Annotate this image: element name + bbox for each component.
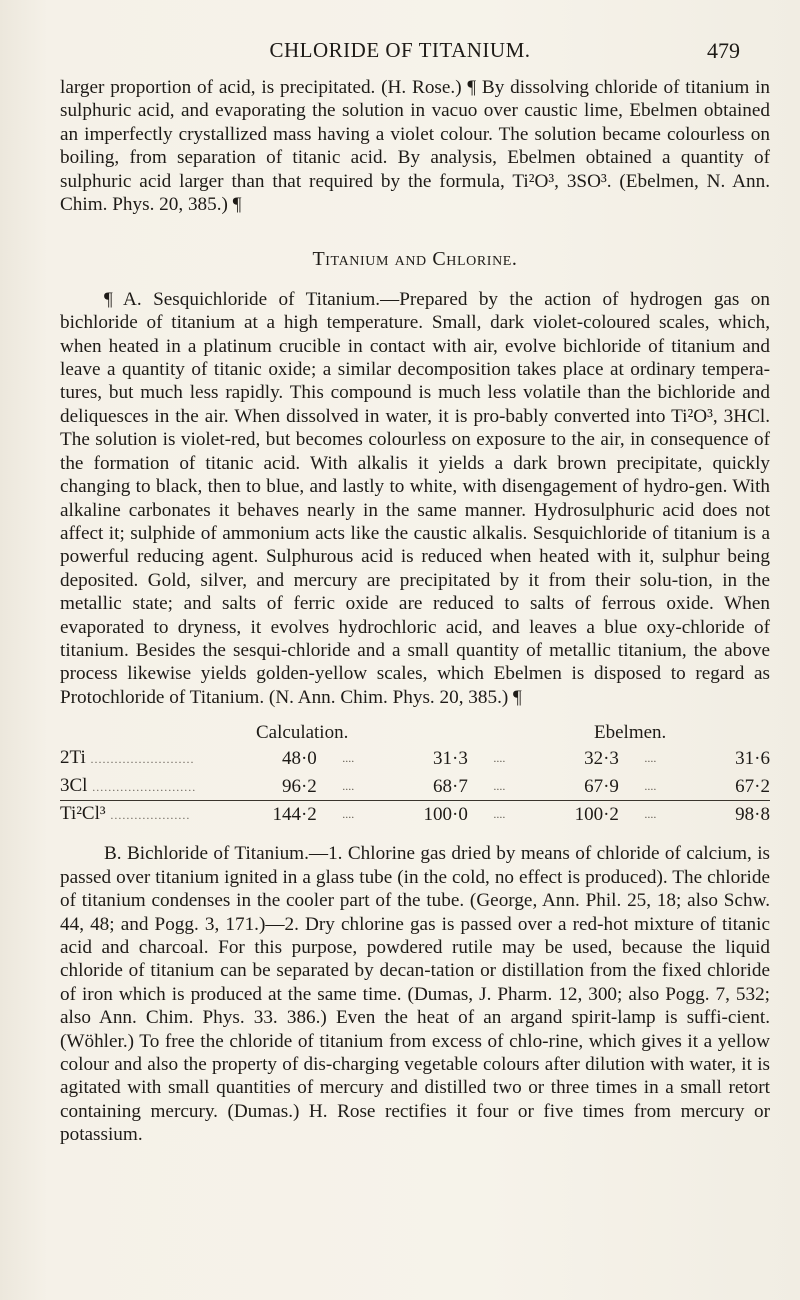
value-cell: 144·2	[236, 800, 317, 828]
leader-dots: ..........................	[90, 752, 195, 767]
percent-cell: 31·3	[433, 748, 468, 770]
table-row	[60, 773, 770, 801]
table-row-total	[60, 800, 770, 828]
table-row	[60, 745, 770, 772]
ebelmen-value-2: 31·6	[735, 748, 770, 770]
percent-cell: 68·7	[433, 775, 468, 797]
page-header	[0, 38, 800, 66]
separator-dots: ....	[493, 751, 506, 766]
separator-dots: ....	[644, 778, 657, 793]
paragraph-continuation: larger proportion of acid, is precipitated. (H. Rose.) ¶ By dissolving chloride of titanium in sulphuric acid, and evaporating the solution in vacuo over caustic lime, Ebelmen obtained an imperfectly crystallized mass having a violet colour. The solution became colourless on boiling, from separation of titanic acid. By analysis, Ebelmen obtained a quantity of sulphuric acid larger than that required by the formula, Ti²O³, 3SO³. (Ebelmen, N. Ann. Chim. Phys. 20, 385.) ¶	[60, 77, 770, 216]
separator-dots: ....	[468, 800, 531, 828]
paragraph-bichloride: B. Bichloride of Titanium.—1. Chlorine gas dried by means of chloride of calcium, is passed over titanium ignited in a glass tube (in the cold, no effect is produced). The chloride of titanium condenses in the cooler part of the tube. (George, Ann. Phil. 25, 18; also Schw. 44, 48; and Pogg. 3, 171.)—2. Dry chlorine gas is passed over a red-hot mixture of titanic acid and charcoal. For this purpose, powdered rutile may be used, because the liquid chloride of titanium can be separated by decan-tation or distillation from the fixed chloride of iron which is produced at the same time. (Dumas, J. Pharm. 12, 300; also Pogg. 7, 532; also Ann. Chim. Phys. 33. 386.) Even the heat of an argand spirit-lamp is suffi-cient. (Wöhler.) To free the chloride of titanium from excess of chlo-rine, which gives it a yellow colour and also the property of dis-charging vegetable colours after dilution with water, it is agitated with small quantities of mercury and distilled two or three times in a small retort containing mercury. (Dumas.) H. Rose rectifies it four or five times from mercury or potassium.	[60, 843, 770, 1146]
calculation-table-block	[60, 721, 770, 828]
calculation-headers	[60, 721, 770, 745]
value-cell: 48·0	[281, 748, 317, 770]
ebelmen-value-2: 67·2	[735, 775, 770, 797]
paragraph-sesquichloride: ¶ A. Sesquichloride of Titanium.—Prepared by the action of hydrogen gas on bichloride of titanium at a high temperature. Small, dark violet-coloured scales, which, when heated in a platinum crucible in contact with air, evolve bichloride of titanium and leave a quantity of titanic oxide; a similar decomposition takes place at ordinary tempera-tures, but much less rapidly. This compound is much less volatile than the bichloride and deliquesces in the air. When dissolved in water, it is pro-bably converted into Ti²O³, 3HCl. The solution is violet-red, but becomes colourless on exposure to the air, in consequence of the formation of titanic acid. With alkalis it yields a dark brown precipitate, quickly changing to black, then to blue, and lastly to white, with disengagement of hydro-gen. With alkaline carbonates it behaves nearly in the same manner. Hydrosulphuric acid does not affect it; sulphide of ammonium acts like the caustic alkalis. Sesquichloride of titanium is a powerful reducing agent. Sulphurous acid is reduced when heated with it, sulphur being deposited. Gold, silver, and mercury are precipitated by it from their solu-tion, in the metallic state; and salts of ferric oxide are reduced to salts of ferrous oxide. When evaporated to dryness, it evolves hydrochloric acid, and leaves a blue oxy-chloride of titanium. Besides the sesqui-chloride and a small quantity of metallic titanium, the above process likewise yields golden-yellow scales, which Ebelmen is disposed to regard as Protochloride of Titanium. (N. Ann. Chim. Phys. 20, 385.) ¶	[60, 288, 770, 708]
separator-dots: ....	[342, 778, 355, 793]
ebelmen-value-1: 32·3	[584, 748, 619, 770]
percent-cell: 100·0	[380, 800, 468, 828]
separator-dots: ....	[493, 778, 506, 793]
ebelmen-value-2: 98·8	[682, 800, 770, 828]
calculation-table	[60, 745, 770, 828]
page-number: 479	[707, 38, 740, 63]
ebelmen-label: Ebelmen.	[594, 722, 667, 744]
separator-dots: ....	[644, 751, 657, 766]
formula-cell: Ti²Cl³	[60, 802, 106, 824]
formula-cell: 3Cl	[60, 774, 88, 796]
separator-dots: ....	[317, 800, 380, 828]
ebelmen-value-1: 100·2	[531, 800, 619, 828]
running-head: CHLORIDE OF TITANIUM.	[269, 38, 531, 62]
separator-dots: ....	[342, 751, 355, 766]
separator-dots: ....	[619, 800, 682, 828]
section-heading: Titanium and Chlorine.	[312, 248, 518, 271]
leader-dots: ..........................	[92, 779, 197, 794]
page-content	[60, 76, 770, 1147]
ebelmen-value-1: 67·9	[584, 775, 619, 797]
leader-dots: ....................	[110, 807, 191, 822]
formula-cell: 2Ti	[60, 747, 86, 769]
value-cell: 96·2	[281, 775, 317, 797]
calculation-label: Calculation.	[256, 722, 349, 744]
